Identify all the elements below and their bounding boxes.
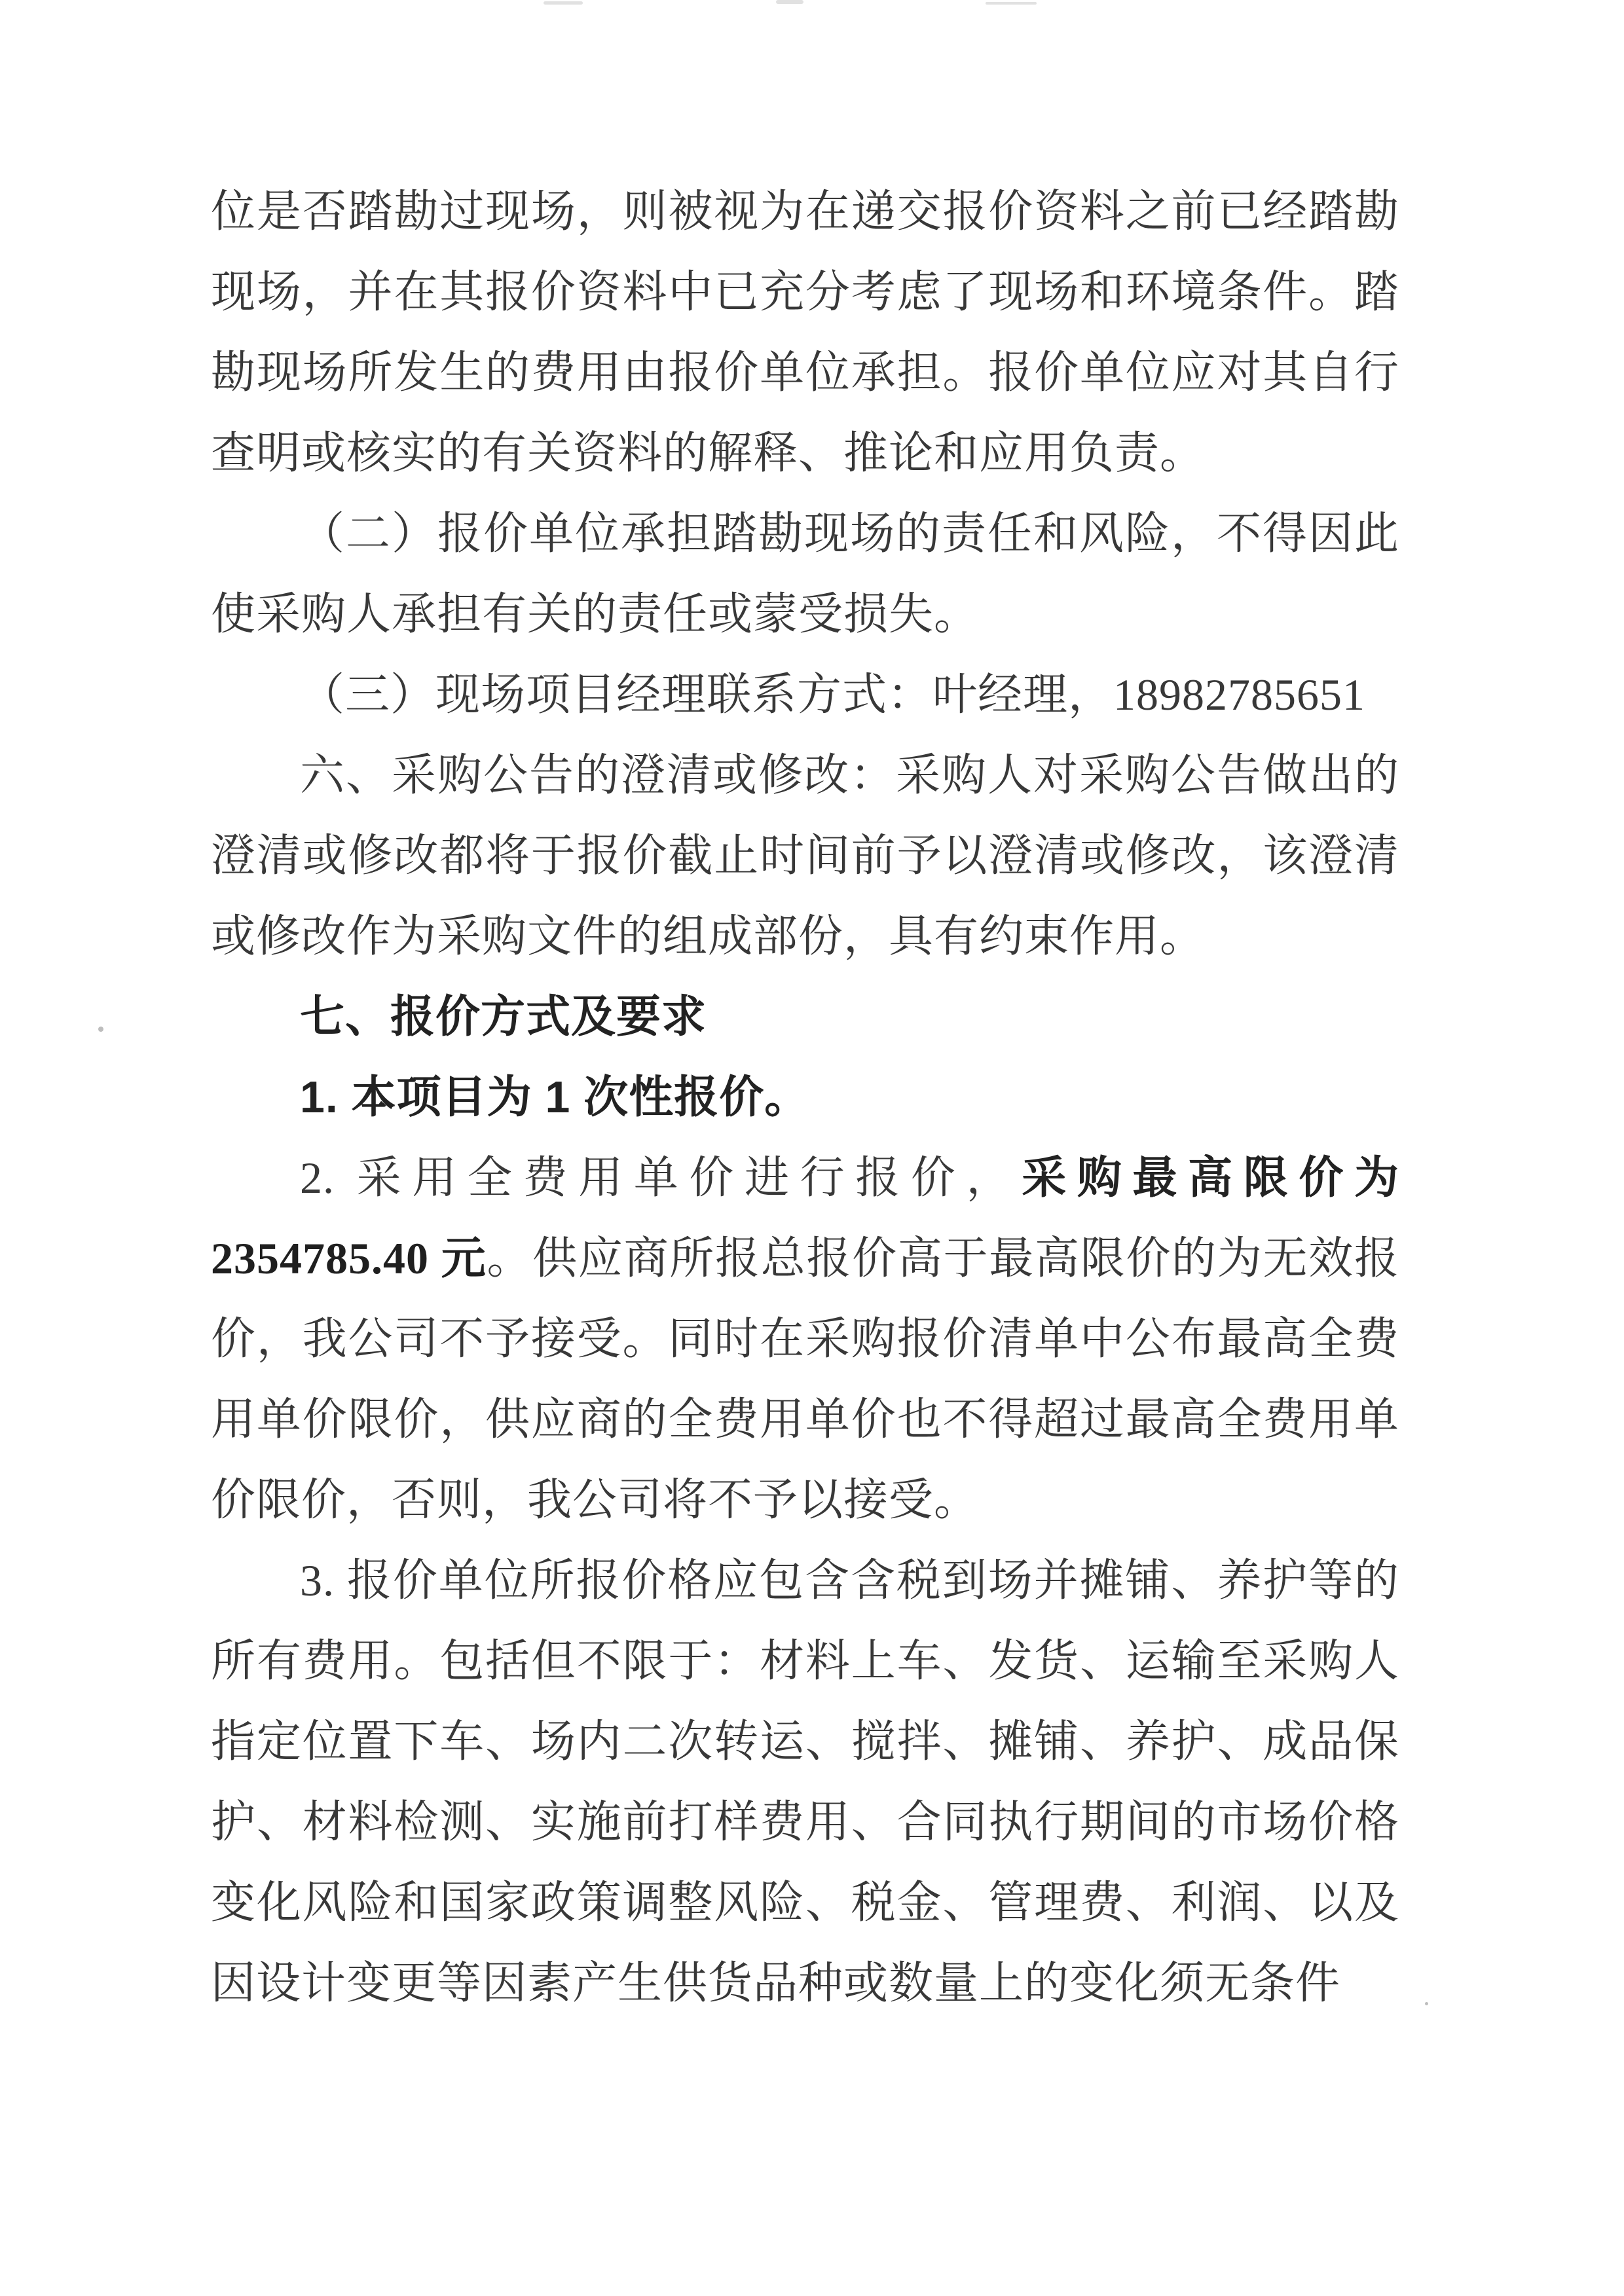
text-line: [211, 1702, 1399, 1782]
text-segment: 指定位置下车、场内二次转运、搅拌、摊铺、养护、成品保: [211, 1717, 1399, 1766]
bold-text-segment: 1. 本项目为 1 次性报价。: [300, 1072, 810, 1122]
text-line: [211, 413, 1399, 494]
text-line: [211, 1460, 1399, 1540]
text-line: [211, 333, 1399, 413]
document-body: [211, 172, 1399, 2024]
max-price-line: [211, 1218, 1399, 1299]
text-line: [211, 816, 1399, 896]
text-segment: 护、材料检测、实施前打样费用、合同执行期间的市场价格: [211, 1797, 1399, 1847]
text-line: [211, 1621, 1399, 1702]
text-segment: 澄清或修改都将于报价截止时间前予以澄清或修改，该澄清: [211, 831, 1399, 881]
text-line: [211, 655, 1399, 735]
text-segment: 勘现场所发生的费用由报价单位承担。报价单位应对其自行: [211, 348, 1399, 397]
text-segment: 所有费用。包括但不限于：材料上车、发货、运输至采购人: [211, 1636, 1399, 1686]
text-segment: 2. 采用全费用单价进行报价，: [300, 1153, 1022, 1203]
scan-edge-smudge: [986, 2, 1037, 5]
text-line: [211, 172, 1399, 252]
text-line: [211, 1379, 1399, 1460]
section-heading-7: [211, 977, 1399, 1057]
text-line: [211, 574, 1399, 655]
text-segment: 因设计变更等因素产生供货品种或数量上的变化须无条件: [211, 1958, 1341, 2008]
scan-speck: [98, 1027, 103, 1032]
text-segment: 位是否踏勘过现场，则被视为在递交报价资料之前已经踏勘: [211, 187, 1399, 236]
bold-text-segment: 2354785.40 元: [211, 1233, 487, 1283]
text-segment: 现场，并在其报价资料中已充分考虑了现场和环境条件。踏: [211, 267, 1399, 317]
text-line: [211, 1782, 1399, 1863]
text-segment: 价，我公司不予接受。同时在采购报价清单中公布最高全费: [211, 1314, 1399, 1364]
item-2: [211, 1138, 1399, 1218]
text-segment: 六、采购公告的澄清或修改：采购人对采购公告做出的: [300, 750, 1399, 800]
text-segment: （三）现场项目经理联系方式：叶经理，18982785651: [300, 670, 1366, 720]
text-line: [211, 1943, 1399, 2024]
text-segment: 变化风险和国家政策调整风险、税金、管理费、利润、以及: [211, 1878, 1399, 1927]
text-line: [211, 1863, 1399, 1943]
text-segment: （二）报价单位承担踏勘现场的责任和风险，不得因此: [300, 509, 1399, 558]
scan-speck: [1425, 2002, 1428, 2005]
scan-edge-smudge: [544, 1, 583, 5]
text-segment: 用单价限价，供应商的全费用单价也不得超过最高全费用单: [211, 1394, 1399, 1444]
bold-text-segment: 采购最高限价为: [1022, 1153, 1399, 1203]
text-line: [211, 1299, 1399, 1379]
text-segment: 使采购人承担有关的责任或蒙受损失。: [211, 589, 980, 639]
scan-edge-smudge: [776, 0, 803, 4]
text-segment: 查明或核实的有关资料的解释、推论和应用负责。: [211, 428, 1206, 478]
text-segment: 3. 报价单位所报价格应包含含税到场并摊铺、养护等的: [300, 1556, 1399, 1605]
bold-text-segment: 七、报价方式及要求: [300, 992, 707, 1042]
text-segment: 价限价，否则，我公司将不予以接受。: [211, 1475, 980, 1525]
item-1: [211, 1057, 1399, 1138]
text-segment: 。供应商所报总报价高于最高限价的为无效报: [487, 1233, 1399, 1283]
text-line: [211, 735, 1399, 816]
text-line: [211, 494, 1399, 574]
text-line: [211, 252, 1399, 333]
item-3: [211, 1540, 1399, 1621]
text-line: [211, 896, 1399, 977]
text-segment: 或修改作为采购文件的组成部份，具有约束作用。: [211, 911, 1206, 961]
